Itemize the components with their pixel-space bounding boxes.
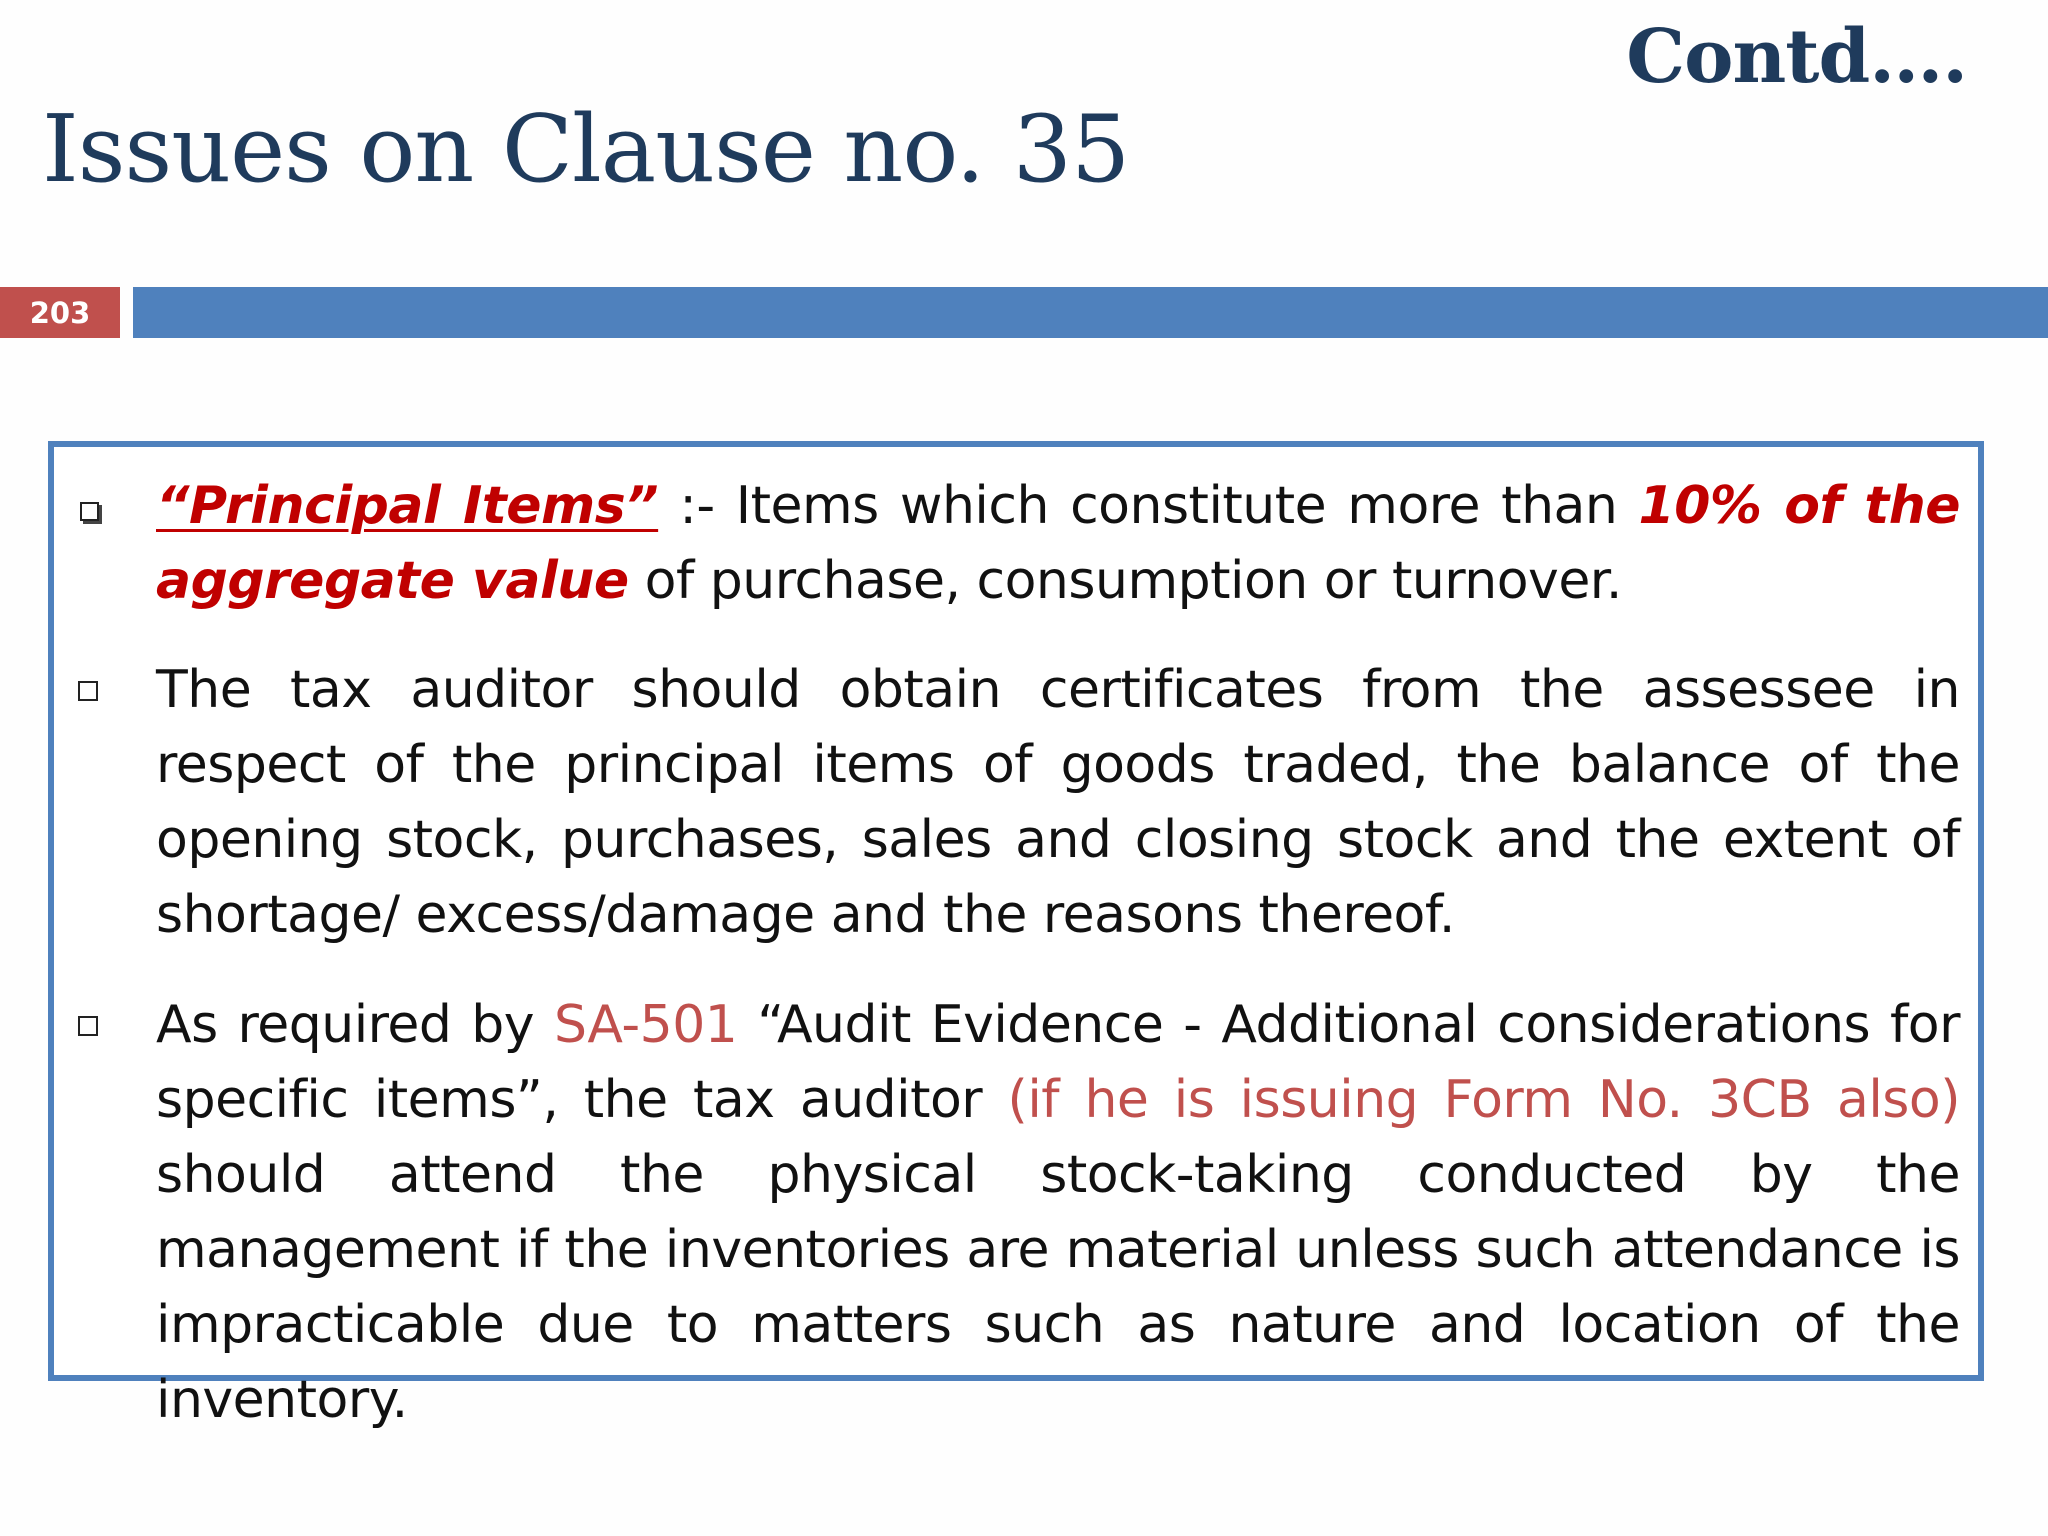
square-bullet-icon	[78, 681, 102, 705]
threshold-emphasis: 10% of the aggregate value	[156, 476, 1961, 611]
slide-number: 203	[0, 287, 120, 338]
text-part-1: As required by	[156, 995, 554, 1055]
text-part-2: “Audit Evidence - Additional considerations for specific items”, the tax auditor	[156, 995, 1960, 1130]
slide-title: Issues on Clause no. 35	[42, 95, 1130, 203]
square-bullet-icon	[78, 1016, 102, 1040]
checkbox-square-icon	[78, 499, 102, 523]
principal-items-term: “Principal Items”	[156, 476, 659, 536]
bullet-text: The tax auditor should obtain certificates from the assessee in respect of the principal items of goods traded, the balance of the opening stock, purchases, sales and closing stock and the extent of shortage/ excess/damage and the reasons thereof.	[156, 660, 1960, 945]
content-box	[48, 441, 1984, 1430]
standard-reference: SA-501	[553, 995, 738, 1055]
title-rule	[133, 287, 2048, 338]
continued-label: Contd….	[1626, 14, 1967, 100]
bullet-text	[156, 469, 1960, 619]
text-part-3: should attend the physical stock-taking conducted by the management if the inventories are material unless such attendance is impracticable due to matters such as nature and location of the inventory.	[156, 1145, 1960, 1430]
bullet-tail: of purchase, consumption or turnover.	[628, 551, 1622, 611]
form-condition: (if he is issuing Form No. 3CB also)	[1007, 1070, 1960, 1130]
term-separator: :- Items which constitute more than	[658, 476, 1639, 536]
bullet-text	[156, 988, 1960, 1438]
